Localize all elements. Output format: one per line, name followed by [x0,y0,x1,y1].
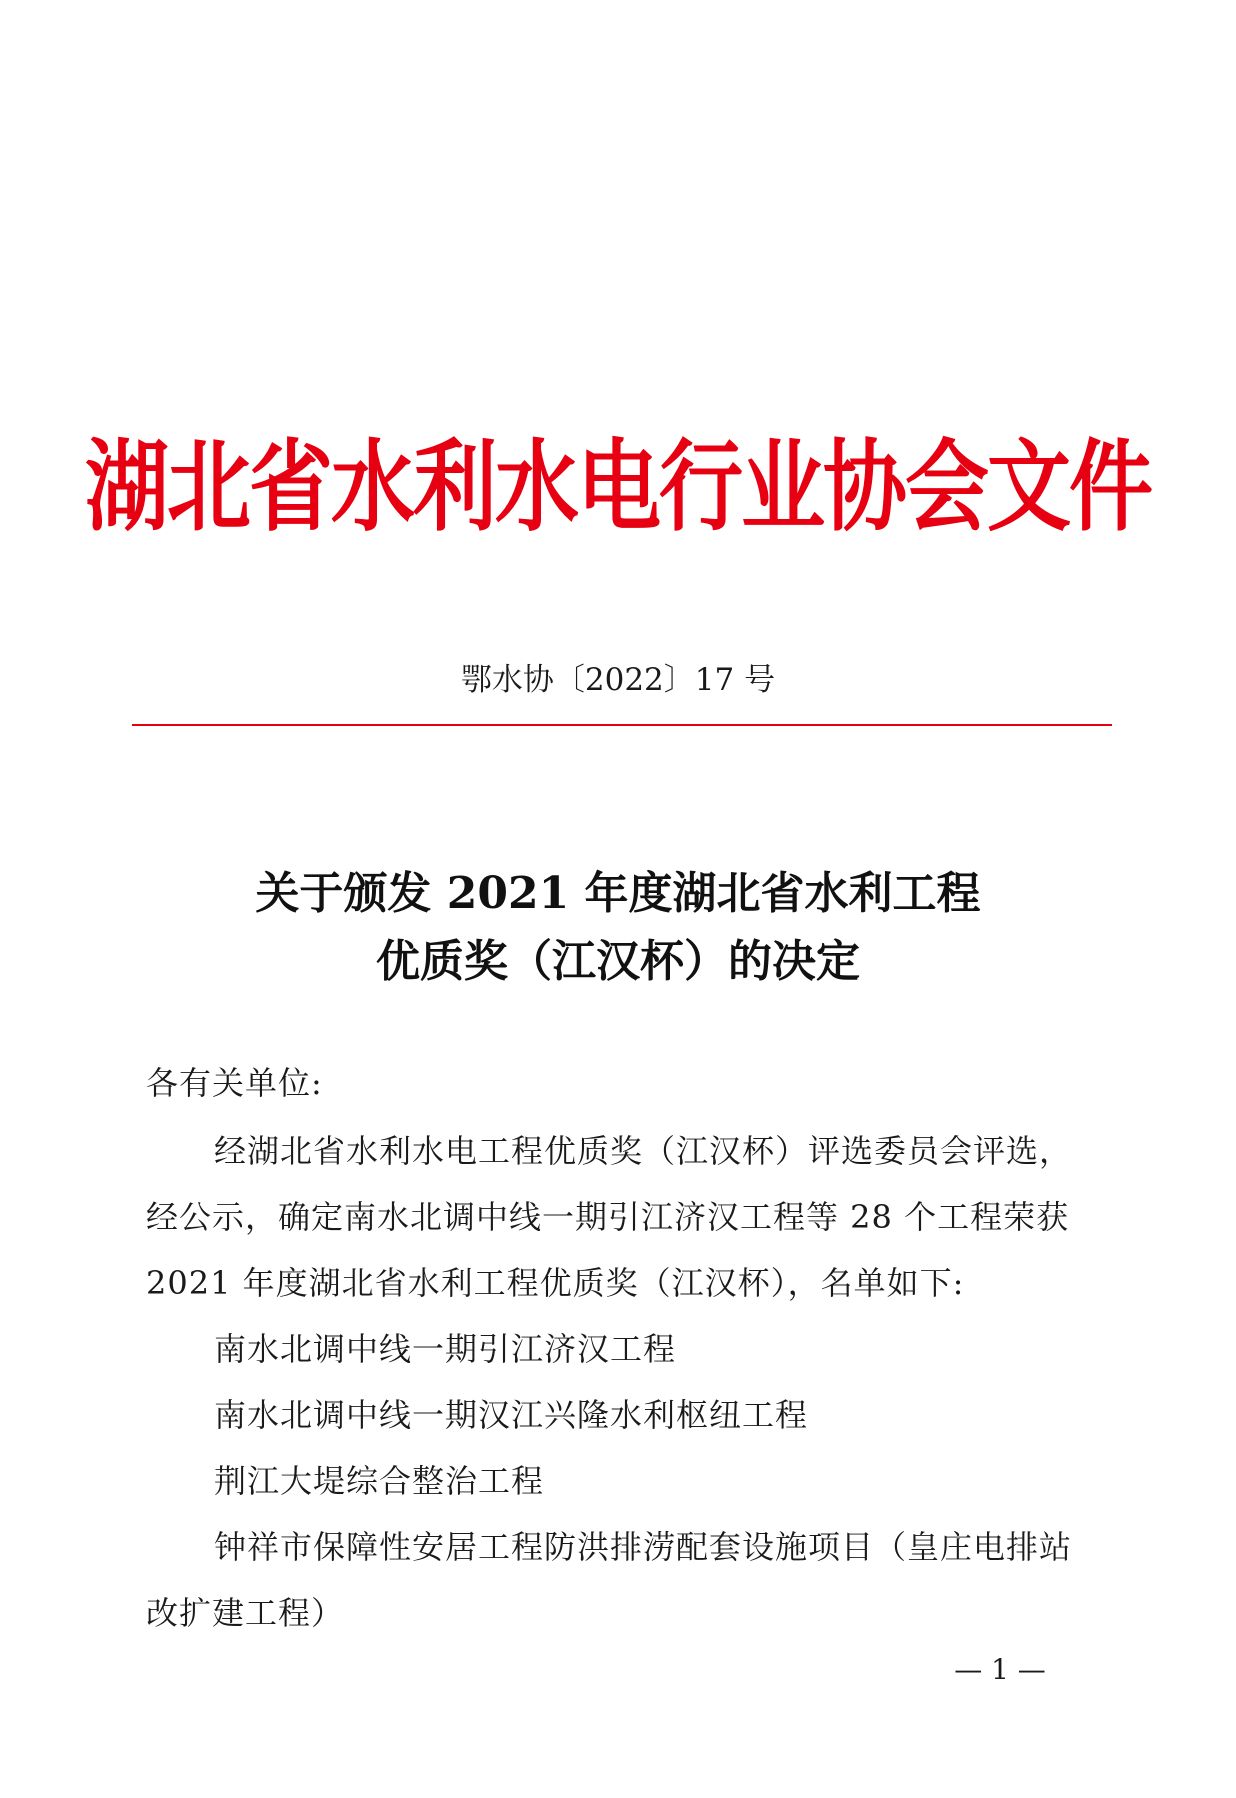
document-title-line-1: 关于颁发 2021 年度湖北省水利工程 [255,868,981,919]
paragraph-line: 经公示，确定南水北调中线一期引江济汉工程等 28 个工程荣获 [146,1198,1070,1236]
project-list-item-continuation: 改扩建工程） [146,1594,345,1632]
project-list-item: 南水北调中线一期汉江兴隆水利枢纽工程 [214,1396,809,1434]
paragraph-line: 2021 年度湖北省水利工程优质奖（江汉杯），名单如下: [146,1264,965,1302]
page-number: — 1 — [954,1653,1046,1686]
header-divider [132,724,1112,726]
org-header-title: 湖北省水利水电行业协会文件 [84,429,1151,545]
project-list-item: 钟祥市保障性安居工程防洪排涝配套设施项目（皇庄电排站 [214,1528,1073,1566]
paragraph-line: 经湖北省水利水电工程优质奖（江汉杯）评选委员会评选， [214,1132,1073,1170]
project-list-item: 荆江大堤综合整治工程 [214,1462,545,1500]
salutation: 各有关单位: [146,1064,323,1102]
document-title-line-2: 优质奖（江汉杯）的决定 [376,936,860,987]
project-list-item: 南水北调中线一期引江济汉工程 [214,1330,677,1368]
document-number: 鄂水协〔2022〕17 号 [460,662,776,698]
